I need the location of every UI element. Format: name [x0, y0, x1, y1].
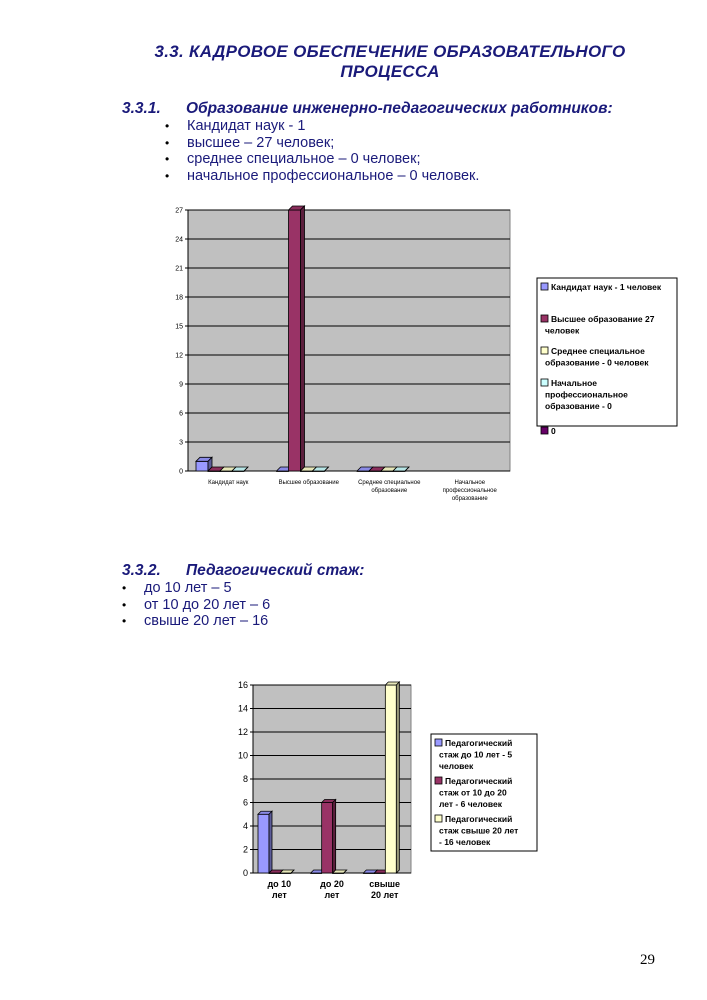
y-tick-label: 0: [179, 468, 183, 476]
legend-swatch: [541, 379, 548, 386]
bar-front: [289, 210, 301, 471]
section2-heading: [122, 562, 364, 580]
y-tick-label: 27: [175, 207, 183, 215]
bullet-icon: •: [165, 152, 170, 166]
legend-label-line: образование - 0 человек: [545, 357, 649, 368]
legend-label-line: Начальное: [551, 378, 597, 388]
x-tick-label-line: до 10: [267, 879, 292, 889]
bullet-icon: •: [165, 119, 170, 133]
bar-front: [196, 461, 208, 471]
list-item-text: начальное профессиональное – 0 человек.: [187, 167, 480, 184]
legend-swatch: [435, 815, 442, 822]
section1-heading: [122, 100, 613, 118]
x-tick-label: [279, 480, 340, 486]
x-tick-label-line: образование: [371, 488, 408, 494]
y-tick-label: 12: [175, 352, 183, 360]
list-item-text: Кандидат наук - 1: [187, 118, 306, 134]
legend-label-line: Среднее специальное: [551, 346, 645, 356]
legend-label-line: Педагогический: [445, 776, 513, 786]
legend-label: [439, 776, 512, 809]
list-item-text: от 10 до 20 лет – 6: [144, 596, 271, 613]
legend-label-line: лет - 6 человек: [439, 799, 502, 809]
y-tick-label: 16: [237, 680, 248, 690]
list-item-text: среднее специальное – 0 человек;: [187, 151, 421, 167]
page-title: [100, 42, 680, 82]
y-tick-label: 3: [179, 439, 183, 447]
list-item: [165, 134, 479, 152]
y-tick-label: 18: [175, 294, 183, 302]
bar-side: [333, 800, 336, 874]
y-tick-label: 2: [242, 844, 248, 855]
bar-side: [269, 811, 272, 873]
legend-label-line: Педагогический: [445, 738, 513, 748]
legend-swatch: [541, 347, 548, 354]
bullet-icon: •: [165, 135, 170, 150]
y-tick-label: 12: [237, 727, 248, 737]
section1-number: 3.3.1.: [122, 100, 161, 117]
y-tick-label: 0: [242, 868, 248, 878]
legend-swatch: [435, 739, 442, 746]
y-tick-label: 14: [237, 703, 248, 714]
legend-label-line: человек: [439, 761, 474, 771]
list-item-text: высшее – 27 человек;: [187, 134, 335, 151]
x-tick-label-line: лет: [324, 890, 340, 900]
legend-label-line: стаж от 10 до 20: [439, 787, 507, 798]
page-title-line1: 3.3. КАДРОВОЕ ОБЕСПЕЧЕНИЕ ОБРАЗОВАТЕЛЬНОГО: [154, 42, 626, 61]
list-item: [165, 167, 480, 185]
bar-front: [258, 814, 269, 873]
list-item-text: до 10 лет – 5: [144, 580, 232, 596]
bar: [322, 800, 336, 874]
bullet-icon: •: [165, 168, 170, 183]
x-tick-label-line: профессиональное: [442, 488, 497, 494]
bar-side: [396, 682, 399, 873]
page-number: 29: [640, 952, 655, 968]
x-tick-label-line: свыше: [369, 879, 401, 889]
x-tick-label-line: Высшее образование: [278, 480, 339, 486]
legend-label-line: Высшее образование 27: [551, 314, 655, 324]
legend-label-line: Педагогический: [445, 814, 513, 824]
legend-item: [435, 776, 512, 809]
x-tick-label: [358, 480, 421, 494]
section2-list: [122, 580, 271, 630]
y-tick-label: 6: [179, 410, 183, 418]
x-tick-label: [208, 480, 249, 486]
x-tick-label-line: Начальное: [454, 480, 486, 486]
x-tick-label: [369, 879, 400, 900]
list-item: [122, 613, 270, 630]
bullet-icon: •: [122, 597, 127, 612]
legend-swatch: [541, 283, 548, 290]
x-tick-label-line: Среднее специальное: [358, 480, 421, 486]
list-item: [122, 580, 270, 597]
y-tick-label: 6: [242, 797, 248, 808]
legend-label: [551, 282, 662, 292]
legend-label-line: стаж свыше 20 лет: [439, 825, 519, 836]
y-tick-label: 4: [242, 821, 248, 831]
page-title-line2: ПРОЦЕССА: [340, 62, 440, 81]
legend-label: [545, 346, 649, 368]
plot-area: [188, 210, 510, 471]
legend-swatch: [541, 427, 548, 434]
x-tick-label-line: до 20: [320, 879, 344, 889]
list-item: [165, 118, 479, 135]
x-tick-label: [267, 879, 291, 900]
legend-label-line: стаж до 10 лет - 5: [439, 749, 513, 760]
bar: [289, 206, 305, 471]
section1-list: [165, 118, 480, 184]
legend-swatch: [435, 777, 442, 784]
y-tick-label: 9: [179, 381, 183, 389]
bar: [385, 682, 399, 873]
list-item: [165, 151, 479, 168]
experience-chart: [228, 676, 548, 908]
legend-label-line: 0: [551, 426, 556, 436]
x-tick-label: [320, 879, 344, 900]
list-item-text: свыше 20 лет – 16: [144, 613, 269, 629]
legend-swatch: [541, 315, 548, 322]
y-tick-label: 15: [175, 323, 183, 331]
legend-label-line: профессиональное: [545, 389, 628, 400]
y-tick-label: 24: [175, 236, 183, 244]
bar-side: [301, 206, 305, 471]
bar-front: [322, 803, 333, 874]
y-tick-label: 8: [242, 774, 248, 784]
bar-front: [385, 685, 396, 873]
section1-title: Образование инженерно-педагогических работников:: [186, 100, 613, 117]
y-tick-label: 10: [237, 750, 248, 761]
x-tick-label-line: Кандидат наук: [208, 480, 249, 486]
legend-label-line: - 16 человек: [439, 837, 491, 847]
list-item: [122, 596, 271, 614]
legend-label: [551, 426, 556, 436]
x-tick-label-line: 20 лет: [370, 890, 399, 900]
section2-title: Педагогический стаж:: [186, 562, 365, 579]
x-tick-label-line: образование: [451, 496, 488, 502]
education-chart: [160, 200, 685, 510]
bar: [258, 811, 272, 873]
legend-item: [541, 426, 556, 436]
legend-label-line: образование - 0: [545, 401, 612, 411]
x-tick-label: [443, 480, 498, 502]
legend-item: [541, 346, 649, 368]
x-tick-label-line: лет: [271, 890, 287, 900]
legend-label-line: человек: [545, 325, 580, 336]
bullet-icon: •: [122, 614, 127, 628]
legend-label-line: Кандидат наук - 1 человек: [551, 282, 662, 292]
bullet-icon: •: [122, 581, 127, 595]
section2-number: 3.3.2.: [122, 562, 161, 579]
legend-item: [541, 282, 662, 292]
y-tick-label: 21: [175, 265, 183, 273]
